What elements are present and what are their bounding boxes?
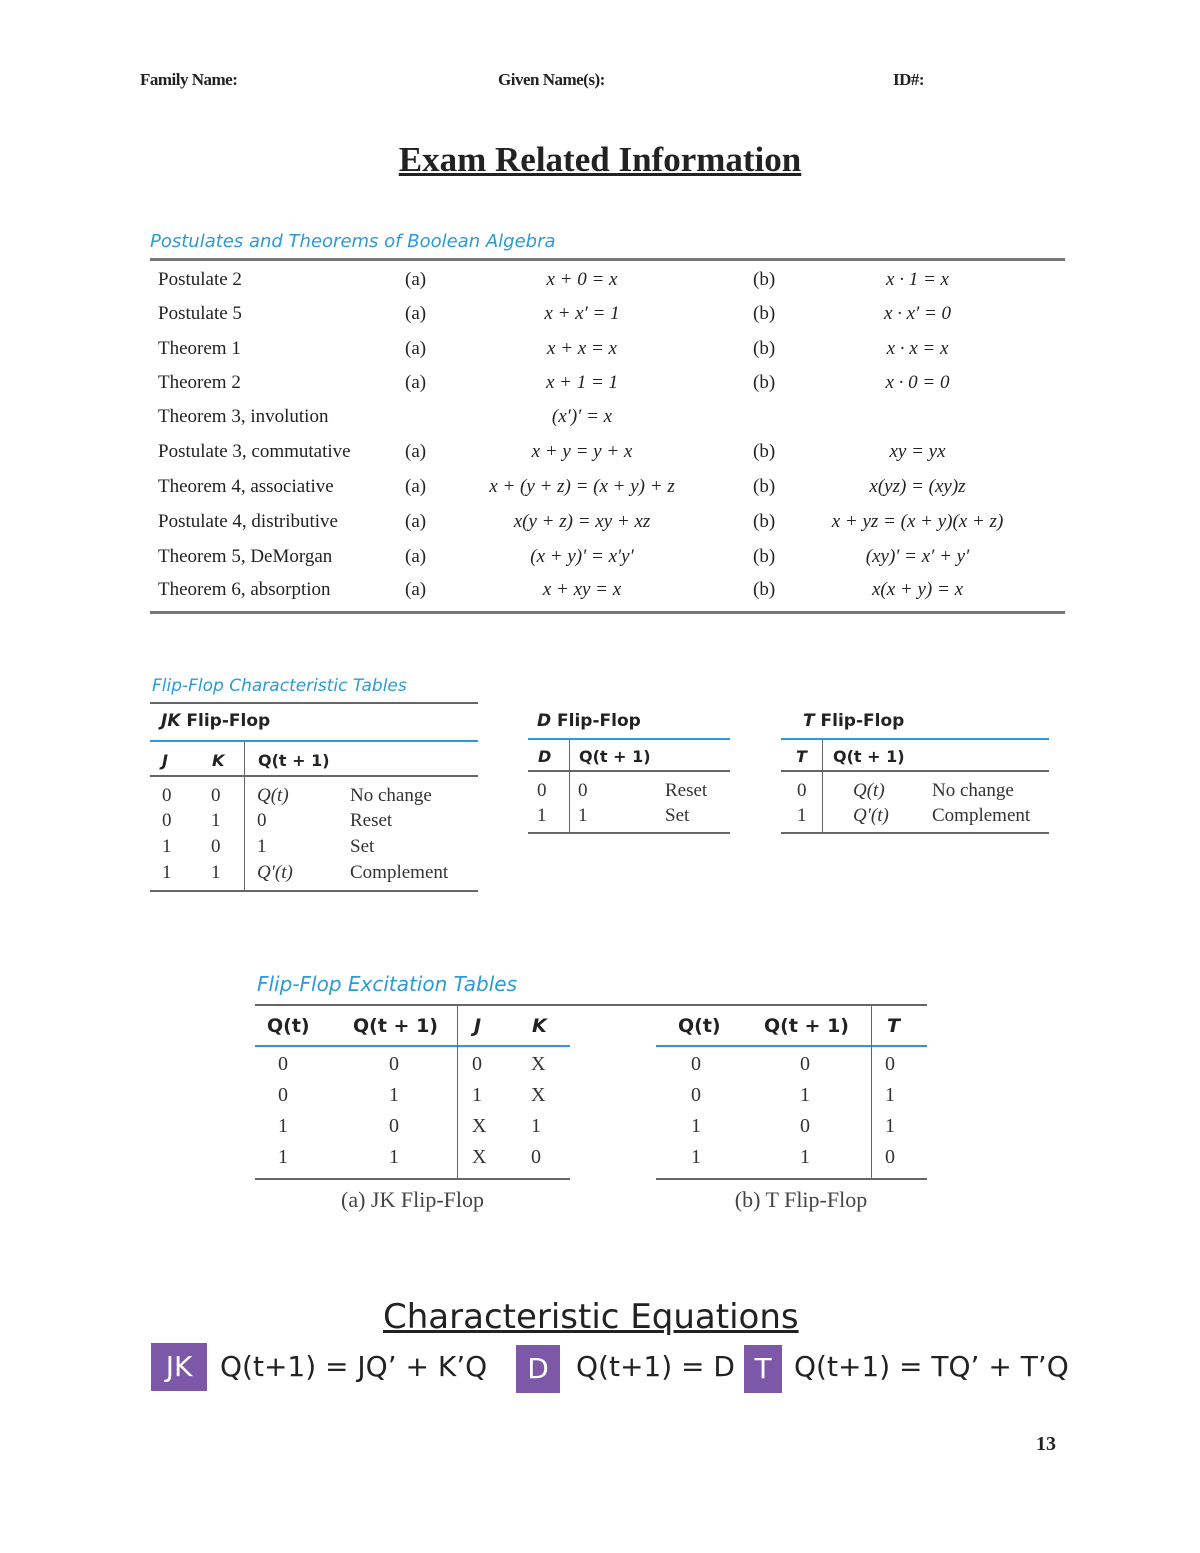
table-divider	[822, 740, 823, 832]
postulate-row	[150, 372, 1065, 406]
exc-jk-header-k: K	[532, 1015, 547, 1037]
postulate-name: Postulate 4, distributive	[158, 511, 338, 532]
exc-t-cell: 0	[800, 1115, 810, 1137]
postulate-a-tag: (a)	[405, 303, 427, 324]
jk-char-q: 0	[257, 810, 267, 831]
exc-jk-cell: 0	[389, 1053, 399, 1075]
jk-char-k: 0	[211, 785, 221, 806]
table-divider	[569, 740, 570, 832]
char-equations-title: Characteristic Equations	[383, 1297, 799, 1337]
table-rule	[255, 1178, 570, 1180]
exc-jk-cell: 0	[278, 1084, 288, 1106]
postulate-a-tag: (a)	[405, 579, 427, 600]
postulate-name: Theorem 2	[158, 372, 241, 393]
postulate-a-tag: (a)	[405, 338, 427, 359]
family-name-label: Family Name:	[140, 70, 238, 89]
d-equation-badge: D	[516, 1345, 560, 1393]
postulate-b-tag: (b)	[753, 338, 776, 359]
t-char-note: No change	[932, 780, 1014, 801]
exc-jk-cell: 1	[389, 1146, 399, 1168]
exc-jk-cell: 0	[472, 1053, 482, 1075]
postulates-bottom-rule	[150, 611, 1065, 614]
postulate-a-tag: (a)	[405, 372, 427, 393]
exc-jk-cell: 1	[278, 1146, 288, 1168]
postulate-b-expr: x · 1 = x	[886, 269, 949, 290]
exc-t-cell: 0	[800, 1053, 810, 1075]
postulate-name: Theorem 4, associative	[158, 476, 334, 497]
exc-t-header-qt1: Q(t + 1)	[764, 1015, 849, 1037]
jk-table-title: JK Flip-Flop	[161, 711, 271, 731]
table-rule	[150, 702, 478, 704]
exc-t-cell: 0	[691, 1084, 701, 1106]
postulate-a-expr: x(y + z) = xy + xz	[513, 511, 651, 532]
postulate-a-tag: (a)	[405, 441, 427, 462]
postulate-row	[150, 338, 1065, 372]
table-rule	[528, 770, 730, 772]
postulate-a-expr: x + xy = x	[542, 579, 622, 600]
t-equation-badge: T	[744, 1345, 782, 1393]
postulate-a-tag: (a)	[405, 511, 427, 532]
table-rule	[255, 1045, 570, 1047]
postulate-b-expr: (xy)′ = x′ + y′	[865, 546, 970, 567]
exc-jk-cell: 1	[278, 1115, 288, 1137]
postulate-a-expr: x + x′ = 1	[544, 303, 620, 324]
char-tables-section-title: Flip-Flop Characteristic Tables	[152, 676, 407, 696]
exc-jk-caption: (a) JK Flip-Flop	[341, 1187, 484, 1212]
postulate-b-tag: (b)	[753, 476, 776, 497]
postulate-b-expr: x · 0 = 0	[885, 372, 950, 393]
t-char-q: Q′(t)	[853, 805, 889, 826]
exc-t-cell: 1	[885, 1115, 895, 1137]
t-char-note: Complement	[932, 805, 1031, 826]
exc-t-cell: 1	[800, 1146, 810, 1168]
jk-char-q: Q′(t)	[257, 862, 293, 883]
jk-char-q: Q(t)	[257, 785, 289, 806]
jk-char-k: 0	[211, 836, 221, 857]
postulate-name: Theorem 5, DeMorgan	[158, 546, 333, 567]
table-divider	[871, 1006, 872, 1178]
exc-t-cell: 0	[691, 1053, 701, 1075]
postulate-b-expr: x · x′ = 0	[883, 303, 952, 324]
postulate-b-expr: x · x = x	[886, 338, 949, 359]
postulate-a-expr: (x + y)′ = x′y′	[530, 546, 634, 567]
jk-char-j: 0	[162, 785, 172, 806]
jk-equation-badge: JK	[151, 1343, 207, 1391]
postulate-b-tag: (b)	[753, 579, 776, 600]
exc-jk-cell: 0	[389, 1115, 399, 1137]
exc-t-header-qt: Q(t)	[678, 1015, 721, 1037]
exc-jk-cell: X	[531, 1053, 546, 1075]
exc-jk-cell: 1	[389, 1084, 399, 1106]
postulate-a-tag: (a)	[405, 269, 427, 290]
t-header-t: T	[796, 747, 807, 766]
table-rule	[150, 740, 478, 742]
exc-t-caption: (b) T Flip-Flop	[734, 1187, 868, 1212]
excitation-section-title: Flip-Flop Excitation Tables	[257, 972, 518, 996]
exc-jk-cell: X	[472, 1146, 487, 1168]
jk-char-j: 0	[162, 810, 172, 831]
jk-char-j: 1	[162, 836, 172, 857]
postulate-row	[150, 269, 1065, 303]
exc-jk-header-qt1: Q(t + 1)	[353, 1015, 438, 1037]
table-rule	[781, 832, 1049, 834]
jk-char-note: Reset	[350, 810, 393, 831]
table-rule	[150, 775, 478, 777]
t-header-q: Q(t + 1)	[833, 747, 905, 766]
postulate-row	[150, 511, 1065, 545]
page-title: Exam Related Information	[398, 140, 802, 179]
postulate-name: Theorem 1	[158, 338, 241, 359]
d-char-d: 1	[537, 805, 547, 826]
postulate-b-tag: (b)	[753, 546, 776, 567]
d-char-note: Set	[665, 805, 690, 826]
postulate-name: Theorem 3, involution	[158, 406, 329, 427]
page-number: 13	[1036, 1433, 1056, 1455]
exc-t-cell: 1	[885, 1084, 895, 1106]
exc-jk-cell: 1	[531, 1115, 541, 1137]
postulate-b-tag: (b)	[753, 441, 776, 462]
table-divider	[244, 742, 245, 892]
postulate-a-expr: x + x = x	[547, 338, 617, 359]
postulate-b-tag: (b)	[753, 303, 776, 324]
d-char-q: 1	[578, 805, 588, 826]
jk-equation: Q(t+1) = JQ’ + K’Q	[220, 1350, 488, 1383]
exc-jk-cell: 1	[472, 1084, 482, 1106]
postulate-row	[150, 476, 1065, 510]
given-name-label: Given Name(s):	[498, 70, 605, 89]
postulate-a-expr: (x′)′ = x	[551, 406, 613, 427]
table-rule	[255, 1004, 927, 1006]
postulate-b-tag: (b)	[753, 511, 776, 532]
table-rule	[656, 1045, 927, 1047]
postulate-b-expr: x(x + y) = x	[871, 579, 964, 600]
t-char-t: 1	[797, 805, 807, 826]
postulate-a-expr: x + 1 = 1	[545, 372, 619, 393]
d-header-q: Q(t + 1)	[579, 747, 651, 766]
exc-jk-header-qt: Q(t)	[267, 1015, 310, 1037]
postulate-name: Postulate 3, commutative	[158, 441, 351, 462]
jk-char-q: 1	[257, 836, 267, 857]
d-header-d: D	[538, 747, 552, 766]
jk-header-j: J	[162, 751, 168, 770]
jk-char-j: 1	[162, 862, 172, 883]
exc-t-cell: 1	[691, 1115, 701, 1137]
postulate-name: Postulate 2	[158, 269, 242, 290]
exc-t-cell: 1	[691, 1146, 701, 1168]
jk-header-k: K	[212, 751, 225, 770]
postulate-b-expr: xy = yx	[889, 441, 946, 462]
exc-t-header-t: T	[887, 1015, 900, 1037]
jk-char-note: Set	[350, 836, 375, 857]
postulate-a-expr: x + 0 = x	[546, 269, 618, 290]
exc-t-cell: 0	[885, 1053, 895, 1075]
t-char-t: 0	[797, 780, 807, 801]
d-char-d: 0	[537, 780, 547, 801]
postulate-b-expr: x + yz = (x + y)(x + z)	[831, 511, 1004, 532]
id-label: ID#:	[893, 70, 925, 89]
t-equation: Q(t+1) = TQ’ + T’Q	[794, 1350, 1069, 1383]
postulate-name: Postulate 5	[158, 303, 242, 324]
d-equation: Q(t+1) = D	[576, 1350, 735, 1383]
postulate-row	[150, 303, 1065, 337]
exc-t-cell: 0	[885, 1146, 895, 1168]
jk-char-k: 1	[211, 862, 221, 883]
postulate-a-tag: (a)	[405, 476, 427, 497]
postulates-top-rule	[150, 258, 1065, 261]
t-char-q: Q(t)	[853, 780, 885, 801]
t-table-title: T Flip-Flop	[803, 711, 905, 731]
d-table-title: D Flip-Flop	[537, 711, 641, 731]
postulate-row	[150, 579, 1065, 613]
table-rule	[528, 738, 730, 740]
postulate-b-tag: (b)	[753, 269, 776, 290]
d-char-note: Reset	[665, 780, 708, 801]
d-char-q: 0	[578, 780, 588, 801]
jk-header-q: Q(t + 1)	[258, 751, 330, 770]
table-divider	[457, 1006, 458, 1178]
postulate-row	[150, 406, 1065, 440]
exc-jk-cell: 0	[531, 1146, 541, 1168]
exc-t-cell: 1	[800, 1084, 810, 1106]
postulate-b-tag: (b)	[753, 372, 776, 393]
exc-jk-cell: 0	[278, 1053, 288, 1075]
exc-jk-cell: X	[531, 1084, 546, 1106]
postulate-a-expr: x + y = y + x	[531, 441, 633, 462]
postulate-b-expr: x(yz) = (xy)z	[869, 476, 966, 497]
jk-char-note: No change	[350, 785, 432, 806]
postulate-row	[150, 441, 1065, 475]
exc-jk-cell: X	[472, 1115, 487, 1137]
postulate-row	[150, 546, 1065, 580]
postulate-a-expr: x + (y + z) = (x + y) + z	[489, 476, 675, 497]
exc-jk-header-j: J	[474, 1015, 482, 1037]
postulate-a-tag: (a)	[405, 546, 427, 567]
postulate-name: Theorem 6, absorption	[158, 579, 331, 600]
jk-char-note: Complement	[350, 862, 449, 883]
table-rule	[528, 832, 730, 834]
table-rule	[150, 890, 478, 892]
jk-char-k: 1	[211, 810, 221, 831]
postulates-section-title: Postulates and Theorems of Boolean Algebra	[150, 231, 556, 252]
table-rule	[656, 1178, 927, 1180]
